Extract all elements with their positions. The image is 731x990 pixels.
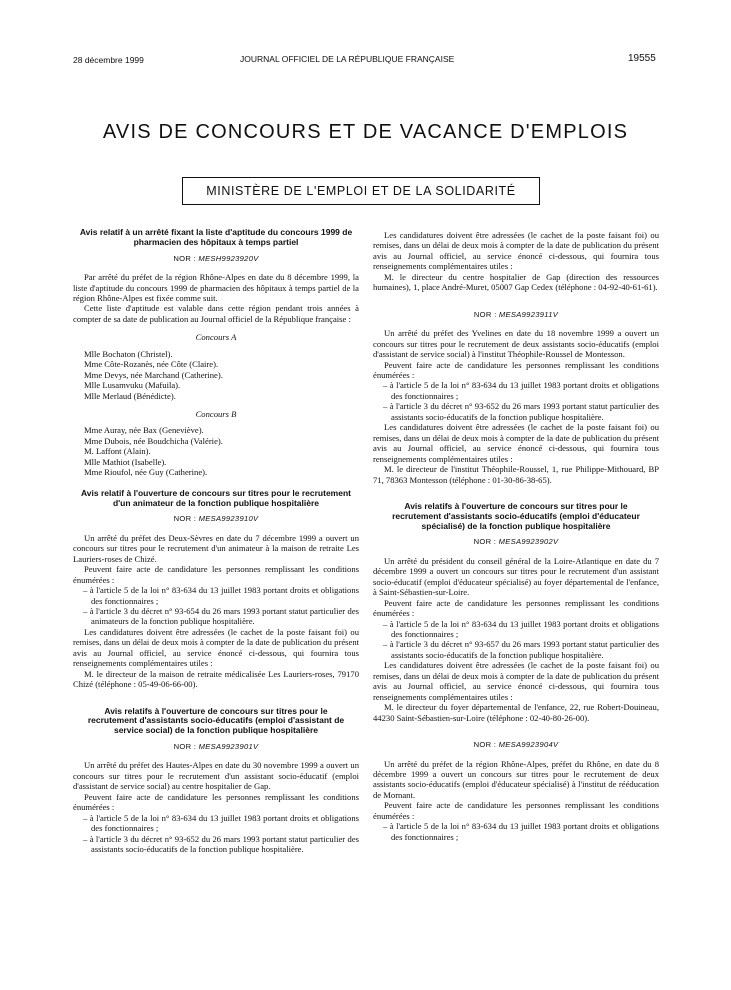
notice-pharmacien bbox=[73, 228, 359, 478]
list-item: Mme Côte-Rozanès, née Côte (Claire). bbox=[84, 359, 219, 370]
paragraph: M. le directeur du centre hospitalier de Gap (direction des ressources humaines), 1, place André-Muret, 05007 Gap Cedex (téléphone : 04-92-40-61-61). bbox=[373, 271, 659, 293]
paragraph: Un arrêté du préfet des Hautes-Alpes en date du 30 novembre 1999 a ouvert un concours sur titres pour le recrutement d'un assistant socio-éducatif (emploi d'assistant de service social) au centre hospitalier de Gap. bbox=[73, 760, 359, 792]
right-column bbox=[373, 230, 659, 842]
notice-heading: Avis relatifs à l'ouverture de concours sur titres pour le recrutement d'assistants socio-éducatifs (emploi d'éducateur spécialisé) de la fonction publique hospitalière bbox=[392, 500, 640, 531]
list-item: – à l'article 3 du décret n° 93-652 du 26 mars 1993 portant statut particulier des assistants socio-éducatifs de la fonction publique hospitalière. bbox=[373, 401, 659, 422]
header-journal-title: JOURNAL OFFICIEL DE LA RÉPUBLIQUE FRANÇAISE bbox=[240, 54, 455, 64]
list-item: Mlle Merlaud (Bénédicte). bbox=[84, 390, 176, 401]
nor-code: MESA9923902V bbox=[498, 537, 559, 547]
nor-reference bbox=[373, 537, 659, 547]
list-item: Mme Dubois, née Boudchicha (Valérie). bbox=[84, 435, 223, 446]
nor-reference bbox=[373, 310, 659, 320]
nor-label: NOR : bbox=[473, 537, 497, 547]
list-item: – à l'article 5 de la loi n° 83-634 du 13 juillet 1983 portant droits et obligations des fonctionnaires ; bbox=[373, 380, 659, 401]
nor-code: MESA9923904V bbox=[498, 740, 559, 750]
spacer bbox=[73, 690, 359, 707]
list-item: – à l'article 5 de la loi n° 83-634 du 13 juillet 1983 portant droits et obligations des fonctionnaires ; bbox=[373, 821, 659, 842]
concours-b-label: Concours B bbox=[195, 409, 237, 420]
nor-reference bbox=[73, 514, 359, 524]
list-item: – à l'article 3 du décret n° 93-657 du 26 mars 1993 portant statut particulier des assistants socio-éducatifs de la fonction publique hospitalière. bbox=[373, 639, 659, 660]
nor-reference bbox=[73, 254, 359, 264]
spacer bbox=[373, 485, 659, 502]
paragraph: Peuvent faire acte de candidature les personnes remplissant les conditions énumérées : bbox=[373, 597, 659, 619]
paragraph: Les candidatures doivent être adressées (le cachet de la poste faisant foi) ou remises, dans un délai de deux mois à compter de la date de publication du présent avis au Journal officiel, au service énoncé ci-dessous, qui fournira tous renseignements complémentaires utiles : bbox=[373, 422, 659, 464]
paragraph: Un arrêté du président du conseil général de la Loire-Atlantique en date du 7 décembre 1999 a ouvert un concours sur titres pour le recrutement d'un assistant socio-éducatif (emploi d'éducateur spécialisé) au foyer départemental de l'enfance, à Saint-Sébastien-sur-Loire. bbox=[373, 555, 659, 598]
notice-heading: Avis relatifs à l'ouverture de concours sur titres pour le recrutement d'assistants socio-éducatifs (emploi d'assistant de service social) de la fonction publique hospitalière bbox=[87, 705, 345, 736]
list-item: Mlle Mathiot (Isabelle). bbox=[84, 456, 167, 467]
list-item: – à l'article 3 du décret n° 93-654 du 26 mars 1993 portant statut particulier des animateurs de la fonction publique hospitalière. bbox=[73, 606, 359, 627]
paragraph: Un arrêté du préfet des Deux-Sèvres en date du 7 décembre 1999 a ouvert un concours sur titres pour le recrutement d'un animateur à la maison de retraite Les Lauriers-roses de Chizé. bbox=[73, 532, 359, 564]
list-item: Mlle Bochaton (Christel). bbox=[84, 348, 173, 359]
nor-label: NOR : bbox=[173, 741, 197, 751]
paragraph: Un arrêté du préfet de la région Rhône-Alpes, préfet du Rhône, en date du 8 décembre 1999 a ouvert un concours sur titres pour le recrutement de deux assistants socio-éducatifs (emploi d'éducateur spécialisé) à l'institut de rééducation de Mornant. bbox=[373, 758, 659, 800]
list-item: – à l'article 5 de la loi n° 83-634 du 13 juillet 1983 portant droits et obligations des fonctionnaires ; bbox=[73, 585, 359, 606]
page-title: AVIS DE CONCOURS ET DE VACANCE D'EMPLOIS bbox=[102, 121, 629, 143]
notice-educateur bbox=[373, 502, 659, 723]
conditions-list bbox=[373, 380, 659, 422]
paragraph: Cette liste d'aptitude est valable dans cette région pendant trois années à compter de sa date de publication au Journal officiel de la République française : bbox=[73, 303, 359, 324]
list-item: Mme Devys, née Marchand (Catherine). bbox=[84, 369, 223, 380]
nor-code: MESA9923911V bbox=[498, 309, 559, 319]
spacer bbox=[373, 723, 659, 734]
list-item: Mlle Lusamvuku (Mafuila). bbox=[84, 380, 181, 391]
header-date: 28 décembre 1999 bbox=[73, 55, 144, 65]
conditions-list bbox=[73, 585, 359, 627]
nor-reference bbox=[373, 740, 659, 750]
notice-heading: Avis relatif à l'ouverture de concours sur titres pour le recrutement d'un animateur de la fonction publique hospitalière bbox=[80, 487, 351, 508]
paragraph: Un arrêté du préfet des Yvelines en date du 18 novembre 1999 a ouvert un concours sur titres pour le recrutement de deux assistants socio-éducatifs (emploi d'assistant de service social) à l'institut Théophile-Roussel de Montesson. bbox=[373, 328, 659, 360]
paragraph: Peuvent faire acte de candidature les personnes remplissant les conditions énumérées : bbox=[373, 800, 659, 821]
ministry-box: MINISTÈRE DE L'EMPLOI ET DE LA SOLIDARITÉ bbox=[182, 177, 540, 205]
nor-code: MESA9923901V bbox=[198, 741, 259, 751]
spacer bbox=[373, 293, 659, 304]
left-column bbox=[73, 228, 359, 855]
paragraph: Peuvent faire acte de candidature les personnes remplissant les conditions énumérées : bbox=[373, 359, 659, 380]
conditions-list bbox=[373, 821, 659, 842]
paragraph: Les candidatures doivent être adressées (le cachet de la poste faisant foi) ou remises, dans un délai de deux mois à compter de la date de publication du présent avis au Journal officiel, au service énoncé ci-dessous, qui fournira tous renseignements complémentaires utiles : bbox=[373, 660, 659, 702]
list-item: Mme Auray, née Bax (Geneviève). bbox=[84, 425, 204, 436]
nor-label: NOR : bbox=[173, 514, 197, 524]
list-item: – à l'article 5 de la loi n° 83-634 du 13 juillet 1983 portant droits et obligations des fonctionnaires ; bbox=[73, 813, 359, 834]
concours-a-label: Concours A bbox=[195, 332, 237, 343]
notice-gap-continuation bbox=[373, 230, 659, 293]
list-item: – à l'article 3 du décret n° 93-652 du 26 mars 1993 portant statut particulier des assistants socio-éducatifs de la fonction publique hospitalière. bbox=[73, 834, 359, 855]
notice-heading: Avis relatif à un arrêté fixant la liste d'aptitude du concours 1999 de pharmacien des hôpitaux à temps partiel bbox=[79, 227, 353, 247]
list-item: – à l'article 5 de la loi n° 83-634 du 13 juillet 1983 portant droits et obligations des fonctionnaires ; bbox=[373, 619, 659, 640]
page-header bbox=[0, 53, 731, 67]
notice-service-social bbox=[73, 707, 359, 855]
paragraph: M. le directeur du foyer départemental de l'enfance, 22, rue Robert-Douineau, 44230 Saint-Sébastien-sur-Loire (téléphone : 02-40-80-26-00). bbox=[373, 702, 659, 723]
list-item: Mme Rioufol, née Guy (Catherine). bbox=[84, 467, 208, 478]
list-item: M. Laffont (Alain). bbox=[84, 446, 151, 457]
nor-label: NOR : bbox=[473, 740, 497, 750]
paragraph: M. le directeur de la maison de retraite médicalisée Les Lauriers-roses, 79170 Chizé (téléphone : 05-49-06-66-00). bbox=[73, 668, 359, 690]
paragraph: M. le directeur de l'institut Théophile-Roussel, 1, rue Philippe-Mithouard, BP 71, 78363 Montesson (téléphone : 01-30-86-38-65). bbox=[373, 464, 659, 485]
nor-code: MESH9923920V bbox=[198, 253, 259, 263]
paragraph: Peuvent faire acte de candidature les personnes remplissant les conditions énumérées : bbox=[73, 564, 359, 585]
nor-code: MESA9923910V bbox=[198, 514, 259, 524]
nor-label: NOR : bbox=[473, 309, 497, 319]
nor-reference bbox=[73, 742, 359, 752]
paragraph: Les candidatures doivent être adressées (le cachet de la poste faisant foi) ou remises, dans un délai de deux mois à compter de la date de publication du présent avis au Journal officiel, au service énoncé ci-dessous, qui fournira tous renseignements complémentaires utiles : bbox=[373, 230, 659, 272]
header-page-number: 19555 bbox=[628, 53, 656, 64]
notice-mornant bbox=[373, 740, 659, 842]
paragraph: Par arrêté du préfet de la région Rhône-Alpes en date du 8 décembre 1999, la liste d'aptitude du concours 1999 de pharmacien des hôpitaux à temps partiel de la région Rhône-Alpes est fixée comme suit. bbox=[73, 272, 359, 303]
conditions-list bbox=[73, 813, 359, 855]
paragraph: Les candidatures doivent être adressées (le cachet de la poste faisant foi) ou remises, dans un délai de deux mois à compter de la date de publication du présent avis au Journal officiel, au service énoncé ci-dessous, qui fournira tous renseignements complémentaires utiles : bbox=[73, 626, 359, 669]
notice-yvelines bbox=[373, 310, 659, 485]
nor-label: NOR : bbox=[173, 253, 196, 263]
paragraph: Peuvent faire acte de candidature les personnes remplissant les conditions énumérées : bbox=[73, 791, 359, 813]
conditions-list bbox=[373, 619, 659, 661]
notice-animateur bbox=[73, 489, 359, 690]
